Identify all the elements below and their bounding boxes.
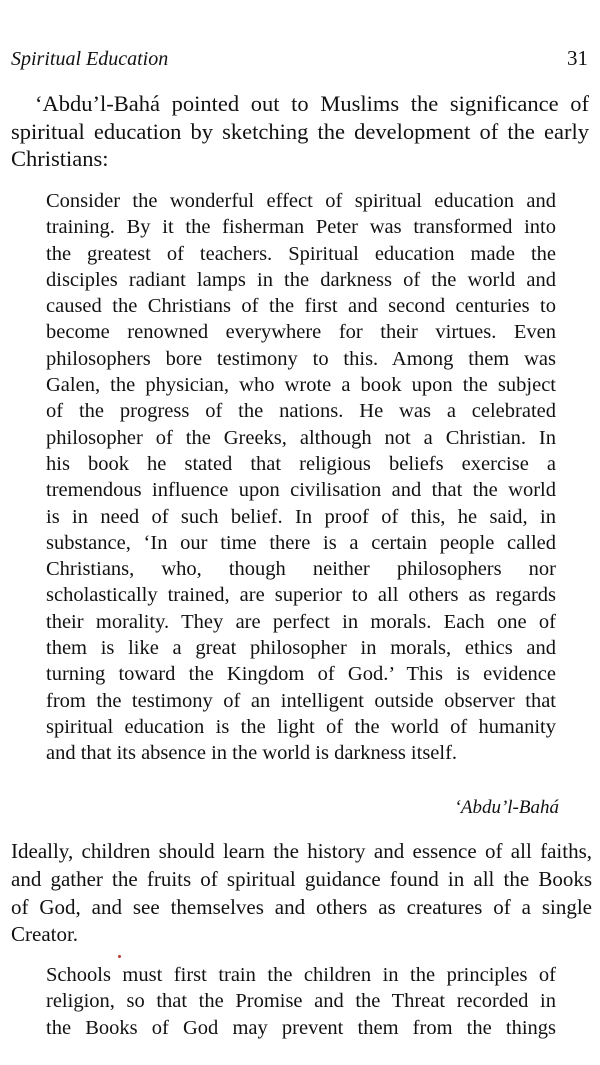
- quote-line: philosopher of the Greeks, although not a Christian. In: [46, 426, 556, 449]
- intro-paragraph: [11, 90, 589, 173]
- quote-line: Consider the wonderful effect of spiritual education and: [46, 190, 556, 212]
- quote-line: Galen, the physician, who wrote a book upon the subject: [46, 374, 556, 397]
- quote-line: turning toward the Kingdom of God.’ This is evidence: [46, 663, 556, 686]
- quote-line: is in need of such belief. In proof of this, he said, in: [46, 505, 556, 528]
- quote-line: his book he stated that religious beliefs exercise a: [46, 452, 556, 475]
- quote-line: and that its absence in the world is darkness itself.: [46, 742, 458, 765]
- quote-line: Schools must first train the children in the principles of: [46, 964, 556, 986]
- quote-line: substance, ‘In our time there is a certain people called: [46, 531, 556, 554]
- quote-line: their morality. They are perfect in morals. Each one of: [46, 610, 556, 633]
- quote-line: from the testimony of an intelligent outside observer that: [46, 689, 556, 712]
- quote-line: philosophers bore testimony to this. Among them was: [46, 347, 556, 370]
- body-paragraph: [11, 838, 592, 949]
- quote-line: of the progress of the nations. He was a celebrated: [46, 400, 556, 423]
- quote-line: caused the Christians of the first and second centuries to: [46, 295, 556, 318]
- text-line: and gather the fruits of spiritual guidance found in all the Books: [11, 866, 592, 891]
- text-line: Christians:: [11, 146, 109, 171]
- quote-line: become renowned everywhere for their virtues. Even: [46, 321, 556, 344]
- running-head-title: Spiritual Education: [11, 48, 169, 70]
- quote-line: scholastically trained, are superior to all others as regards: [46, 584, 556, 607]
- block-quote: [46, 188, 556, 767]
- block-quote-2: [46, 962, 556, 1041]
- text-line: Creator.: [11, 922, 79, 947]
- quote-attribution: ‘Abdu’l-Bahá: [454, 797, 559, 818]
- quote-line: the greatest of teachers. Spiritual education made the: [46, 242, 556, 265]
- quote-line: the Books of God may prevent them from the things: [46, 1016, 556, 1039]
- quote-line: training. By it the fisherman Peter was transformed into: [46, 216, 556, 239]
- quote-line: tremendous influence upon civilisation and that the world: [46, 479, 556, 502]
- text-line: Ideally, children should learn the history and essence of all faiths,: [11, 839, 592, 863]
- quote-line: religion, so that the Promise and the Threat recorded in: [46, 990, 556, 1013]
- page-number: 31: [567, 46, 588, 70]
- text-line: of God, and see themselves and others as creatures of a single: [11, 894, 592, 919]
- quote-line: Christians, who, though neither philosophers nor: [46, 558, 556, 581]
- text-line: spiritual education by sketching the development of the early: [11, 118, 589, 144]
- quote-line: spiritual education is the light of the world of humanity: [46, 715, 556, 738]
- quote-line: them is like a great philosopher in morals, ethics and: [46, 637, 556, 660]
- quote-line: disciples radiant lamps in the darkness of the world and: [46, 268, 556, 291]
- ink-speck: [118, 955, 121, 958]
- text-line: ‘Abdu’l-Bahá pointed out to Muslims the significance of: [35, 91, 589, 116]
